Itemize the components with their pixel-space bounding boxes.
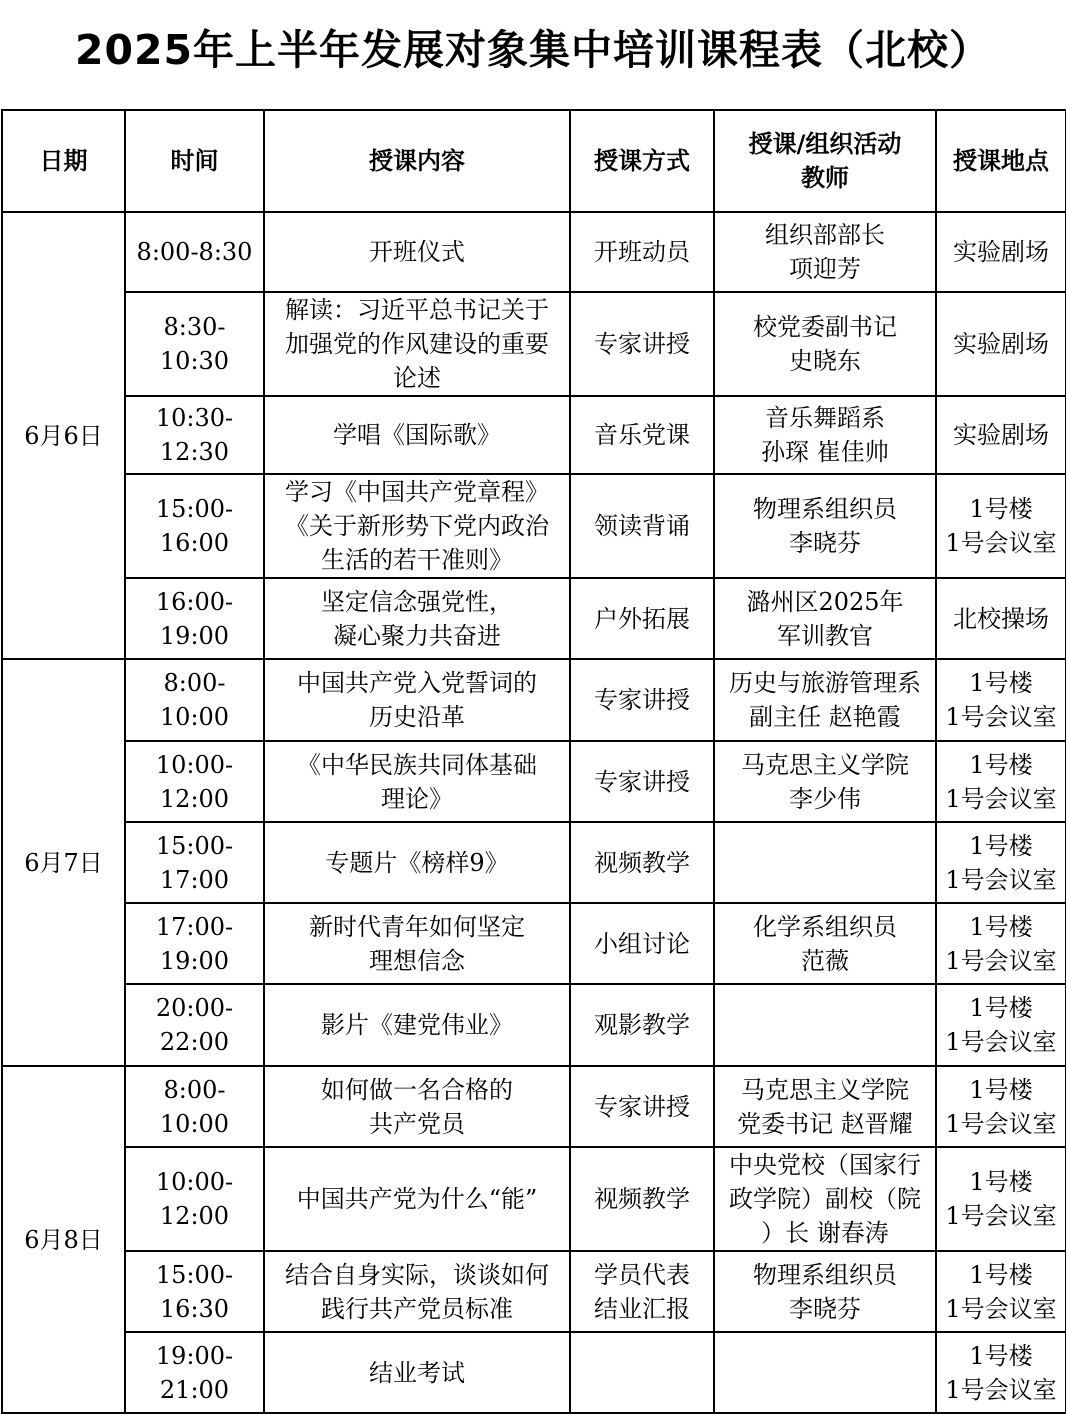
method-cell: 小组讨论 bbox=[570, 903, 714, 984]
content-cell: 中国共产党入党誓词的 历史沿革 bbox=[264, 659, 570, 741]
method-cell: 户外拓展 bbox=[570, 578, 714, 659]
place-cell: 实验剧场 bbox=[936, 292, 1066, 396]
method-cell: 专家讲授 bbox=[570, 741, 714, 822]
content-cell: 专题片《榜样9》 bbox=[264, 822, 570, 903]
schedule-table bbox=[1, 109, 1066, 1414]
time-cell: 17:00-19:00 bbox=[125, 903, 264, 984]
place-cell: 1号楼 1号会议室 bbox=[936, 984, 1066, 1066]
teacher-cell: 中央党校（国家行 政学院）副校（院 ）长 谢春涛 bbox=[714, 1147, 936, 1251]
place-cell: 1号楼 1号会议室 bbox=[936, 903, 1066, 984]
table-row bbox=[2, 396, 1066, 474]
time-cell: 8:00-8:30 bbox=[125, 212, 264, 292]
content-cell: 如何做一名合格的 共产党员 bbox=[264, 1066, 570, 1147]
time-cell: 15:00-16:00 bbox=[125, 474, 264, 578]
time-cell: 8:30-10:30 bbox=[125, 292, 264, 396]
content-cell: 开班仪式 bbox=[264, 212, 570, 292]
table-row bbox=[2, 292, 1066, 396]
place-cell: 实验剧场 bbox=[936, 212, 1066, 292]
teacher-cell bbox=[714, 984, 936, 1066]
header-teacher: 授课/组织活动 教师 bbox=[714, 110, 936, 212]
teacher-cell: 潞州区2025年 军训教官 bbox=[714, 578, 936, 659]
table-row bbox=[2, 1147, 1066, 1251]
time-cell: 15:00-16:30 bbox=[125, 1251, 264, 1332]
time-cell: 10:00-12:00 bbox=[125, 741, 264, 822]
table-row bbox=[2, 822, 1066, 903]
time-cell: 8:00-10:00 bbox=[125, 1066, 264, 1147]
date-cell: 6月6日 bbox=[2, 212, 125, 659]
table-row bbox=[2, 659, 1066, 741]
place-cell: 北校操场 bbox=[936, 578, 1066, 659]
table-row bbox=[2, 1066, 1066, 1147]
content-cell: 中国共产党为什么“能” bbox=[264, 1147, 570, 1251]
method-cell: 领读背诵 bbox=[570, 474, 714, 578]
content-cell: 影片《建党伟业》 bbox=[264, 984, 570, 1066]
content-cell: 结业考试 bbox=[264, 1332, 570, 1413]
method-cell: 专家讲授 bbox=[570, 1066, 714, 1147]
teacher-cell: 校党委副书记 史晓东 bbox=[714, 292, 936, 396]
page-title: 2025年上半年发展对象集中培训课程表（北校） bbox=[74, 26, 992, 74]
method-cell: 音乐党课 bbox=[570, 396, 714, 474]
teacher-cell bbox=[714, 822, 936, 903]
teacher-cell bbox=[714, 1332, 936, 1413]
header-place: 授课地点 bbox=[936, 110, 1066, 212]
content-cell: 学习《中国共产党章程》 《关于新形势下党内政治 生活的若干准则》 bbox=[264, 474, 570, 578]
teacher-cell: 物理系组织员 李晓芬 bbox=[714, 474, 936, 578]
content-cell: 《中华民族共同体基础 理论》 bbox=[264, 741, 570, 822]
time-cell: 10:00-12:00 bbox=[125, 1147, 264, 1251]
date-cell: 6月8日 bbox=[2, 1066, 125, 1413]
content-cell: 坚定信念强党性， 凝心聚力共奋进 bbox=[264, 578, 570, 659]
header-time: 时间 bbox=[125, 110, 264, 212]
place-cell: 1号楼 1号会议室 bbox=[936, 1147, 1066, 1251]
table-row bbox=[2, 212, 1066, 292]
schedule-body bbox=[2, 212, 1066, 1413]
time-cell: 10:30-12:30 bbox=[125, 396, 264, 474]
header-method: 授课方式 bbox=[570, 110, 714, 212]
method-cell: 观影教学 bbox=[570, 984, 714, 1066]
method-cell: 开班动员 bbox=[570, 212, 714, 292]
method-cell: 视频教学 bbox=[570, 822, 714, 903]
method-cell: 视频教学 bbox=[570, 1147, 714, 1251]
header-date: 日期 bbox=[2, 110, 125, 212]
table-row bbox=[2, 741, 1066, 822]
content-cell: 解读：习近平总书记关于 加强党的作风建设的重要 论述 bbox=[264, 292, 570, 396]
time-cell: 20:00-22:00 bbox=[125, 984, 264, 1066]
place-cell: 1号楼 1号会议室 bbox=[936, 822, 1066, 903]
time-cell: 15:00-17:00 bbox=[125, 822, 264, 903]
method-cell: 专家讲授 bbox=[570, 659, 714, 741]
teacher-cell: 马克思主义学院 党委书记 赵晋耀 bbox=[714, 1066, 936, 1147]
place-cell: 1号楼 1号会议室 bbox=[936, 1066, 1066, 1147]
table-row bbox=[2, 984, 1066, 1066]
time-cell: 16:00-19:00 bbox=[125, 578, 264, 659]
teacher-cell: 化学系组织员 范薇 bbox=[714, 903, 936, 984]
teacher-cell: 历史与旅游管理系 副主任 赵艳霞 bbox=[714, 659, 936, 741]
content-cell: 新时代青年如何坚定 理想信念 bbox=[264, 903, 570, 984]
place-cell: 实验剧场 bbox=[936, 396, 1066, 474]
teacher-cell: 组织部部长 项迎芳 bbox=[714, 212, 936, 292]
place-cell: 1号楼 1号会议室 bbox=[936, 1251, 1066, 1332]
content-cell: 学唱《国际歌》 bbox=[264, 396, 570, 474]
method-cell: 专家讲授 bbox=[570, 292, 714, 396]
header-row bbox=[2, 110, 1066, 212]
table-row bbox=[2, 578, 1066, 659]
table-row bbox=[2, 474, 1066, 578]
place-cell: 1号楼 1号会议室 bbox=[936, 659, 1066, 741]
date-cell: 6月7日 bbox=[2, 659, 125, 1066]
place-cell: 1号楼 1号会议室 bbox=[936, 741, 1066, 822]
place-cell: 1号楼 1号会议室 bbox=[936, 1332, 1066, 1413]
header-content: 授课内容 bbox=[264, 110, 570, 212]
teacher-cell: 音乐舞蹈系 孙琛 崔佳帅 bbox=[714, 396, 936, 474]
teacher-cell: 物理系组织员 李晓芬 bbox=[714, 1251, 936, 1332]
table-row bbox=[2, 903, 1066, 984]
table-row bbox=[2, 1332, 1066, 1413]
time-cell: 19:00-21:00 bbox=[125, 1332, 264, 1413]
time-cell: 8:00-10:00 bbox=[125, 659, 264, 741]
teacher-cell: 马克思主义学院 李少伟 bbox=[714, 741, 936, 822]
method-cell: 学员代表 结业汇报 bbox=[570, 1251, 714, 1332]
table-row bbox=[2, 1251, 1066, 1332]
content-cell: 结合自身实际，谈谈如何 践行共产党员标准 bbox=[264, 1251, 570, 1332]
place-cell: 1号楼 1号会议室 bbox=[936, 474, 1066, 578]
method-cell bbox=[570, 1332, 714, 1413]
